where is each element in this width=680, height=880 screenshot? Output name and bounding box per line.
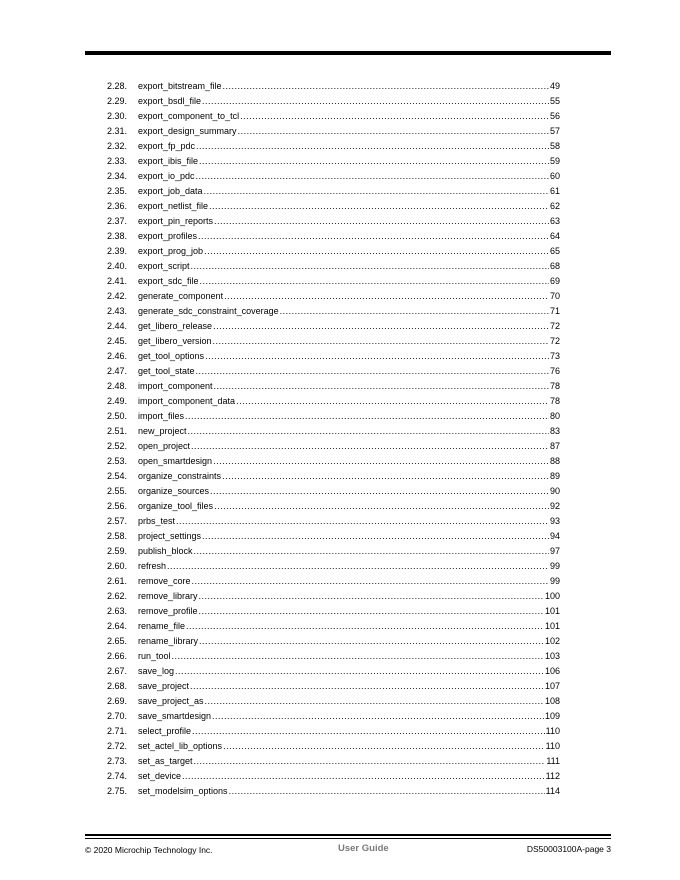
toc-entry-number: 2.28.	[107, 81, 128, 91]
toc-entry[interactable]	[107, 289, 560, 304]
toc-entry-number: 2.59.	[107, 546, 128, 556]
toc-entry-page: 89	[549, 471, 560, 481]
toc-entry[interactable]	[107, 754, 560, 769]
toc-entry[interactable]	[107, 739, 560, 754]
toc-entry-title: prbs_test	[138, 516, 176, 526]
toc-dot-leader	[190, 679, 544, 694]
toc-entry-page: 71	[549, 306, 560, 316]
toc-entry-title: remove_library	[138, 591, 198, 601]
toc-entry[interactable]	[107, 664, 560, 679]
toc-entry[interactable]	[107, 259, 560, 274]
toc-entry[interactable]	[107, 634, 560, 649]
header-rule	[85, 51, 611, 55]
toc-entry-title: remove_core	[138, 576, 191, 586]
toc-entry-number: 2.75.	[107, 786, 128, 796]
toc-entry-number: 2.72.	[107, 741, 128, 751]
toc-entry-title: rename_library	[138, 636, 199, 646]
toc-entry-title: export_fp_pdc	[138, 141, 196, 151]
toc-entry-title: project_settings	[138, 531, 202, 541]
toc-dot-leader	[196, 364, 549, 379]
toc-dot-leader	[224, 289, 549, 304]
toc-entry[interactable]	[107, 439, 560, 454]
toc-entry-number: 2.60.	[107, 561, 128, 571]
toc-entry-number: 2.36.	[107, 201, 128, 211]
toc-entry-number: 2.69.	[107, 696, 128, 706]
toc-entry[interactable]	[107, 574, 560, 589]
toc-dot-leader	[213, 454, 549, 469]
toc-entry-page: 99	[549, 561, 560, 571]
toc-dot-leader	[214, 379, 549, 394]
toc-dot-leader	[204, 244, 549, 259]
toc-entry-number: 2.29.	[107, 96, 128, 106]
toc-dot-leader	[198, 229, 549, 244]
toc-entry-number: 2.43.	[107, 306, 128, 316]
toc-entry-title: run_tool	[138, 651, 171, 661]
toc-entry-number: 2.71.	[107, 726, 128, 736]
toc-entry-number: 2.32.	[107, 141, 128, 151]
toc-entry-number: 2.63.	[107, 606, 128, 616]
toc-entry-title: export_bitstream_file	[138, 81, 222, 91]
toc-entry-number: 2.54.	[107, 471, 128, 481]
toc-entry-title: open_smartdesign	[138, 456, 213, 466]
toc-entry-page: 92	[549, 501, 560, 511]
toc-entry-number: 2.30.	[107, 111, 128, 121]
toc-entry[interactable]	[107, 649, 560, 664]
toc-entry-page: 60	[549, 171, 560, 181]
toc-entry-page: 111	[546, 756, 560, 766]
toc-dot-leader	[213, 319, 549, 334]
toc-entry-number: 2.39.	[107, 246, 128, 256]
toc-dot-leader	[210, 484, 549, 499]
toc-entry-title: get_tool_options	[138, 351, 205, 361]
toc-entry-number: 2.44.	[107, 321, 128, 331]
toc-entry-page: 83	[549, 426, 560, 436]
toc-entry-page: 87	[549, 441, 560, 451]
toc-entry[interactable]	[107, 544, 560, 559]
toc-entry-title: get_libero_version	[138, 336, 212, 346]
toc-entry-page: 110	[545, 741, 560, 751]
toc-dot-leader	[199, 589, 544, 604]
toc-dot-leader	[167, 559, 549, 574]
toc-dot-leader	[223, 739, 545, 754]
toc-dot-leader	[222, 469, 549, 484]
toc-entry-page: 64	[549, 231, 560, 241]
toc-entry-title: set_modelsim_options	[138, 786, 228, 796]
toc-entry[interactable]	[107, 124, 560, 139]
toc-dot-leader	[214, 214, 549, 229]
toc-entry-title: export_ibis_file	[138, 156, 199, 166]
toc-entry-page: 110	[545, 726, 560, 736]
toc-entry-page: 61	[549, 186, 560, 196]
toc-entry[interactable]	[107, 529, 560, 544]
toc-entry-page: 58	[549, 141, 560, 151]
toc-entry-number: 2.66.	[107, 651, 128, 661]
toc-entry-page: 93	[549, 516, 560, 526]
toc-entry-page: 73	[549, 351, 560, 361]
footer-copyright: © 2020 Microchip Technology Inc.	[85, 845, 213, 855]
toc-entry[interactable]	[107, 139, 560, 154]
toc-entry-number: 2.65.	[107, 636, 128, 646]
toc-entry-page: 106	[544, 666, 560, 676]
toc-entry-page: 109	[544, 711, 560, 721]
toc-entry[interactable]	[107, 214, 560, 229]
toc-entry-number: 2.33.	[107, 156, 128, 166]
toc-entry-page: 80	[549, 411, 560, 421]
toc-entry-page: 62	[549, 201, 560, 211]
toc-entry-title: publish_block	[138, 546, 193, 556]
toc-dot-leader	[196, 169, 549, 184]
toc-dot-leader	[191, 259, 549, 274]
toc-entry-page: 56	[549, 111, 560, 121]
toc-entry[interactable]	[107, 604, 560, 619]
toc-entry[interactable]	[107, 559, 560, 574]
footer-rule	[85, 834, 611, 836]
toc-entry[interactable]	[107, 274, 560, 289]
toc-entry-page: 88	[549, 456, 560, 466]
toc-entry-title: import_component	[138, 381, 213, 391]
toc-entry-title: export_netlist_file	[138, 201, 209, 211]
toc-dot-leader	[229, 784, 545, 799]
toc-entry[interactable]	[107, 499, 560, 514]
toc-entry-number: 2.56.	[107, 501, 128, 511]
toc-entry-page: 114	[545, 786, 560, 796]
toc-entry[interactable]	[107, 484, 560, 499]
toc-entry-page: 100	[544, 591, 560, 601]
toc-entry-page: 69	[549, 276, 560, 286]
toc-entry-title: import_component_data	[138, 396, 236, 406]
toc-dot-leader	[202, 94, 549, 109]
toc-dot-leader	[199, 604, 544, 619]
toc-entry-title: export_profiles	[138, 231, 198, 241]
toc-entry-title: export_pin_reports	[138, 216, 214, 226]
toc-entry[interactable]	[107, 514, 560, 529]
toc-entry-title: get_libero_release	[138, 321, 213, 331]
toc-dot-leader	[182, 769, 545, 784]
toc-dot-leader	[194, 544, 549, 559]
toc-entry[interactable]	[107, 724, 560, 739]
toc-dot-leader	[192, 574, 549, 589]
toc-entry-number: 2.35.	[107, 186, 128, 196]
toc-dot-leader	[214, 499, 549, 514]
toc-entry-page: 68	[549, 261, 560, 271]
table-of-contents	[107, 79, 560, 799]
toc-entry-number: 2.51.	[107, 426, 128, 436]
toc-entry[interactable]	[107, 349, 560, 364]
toc-entry-title: export_sdc_file	[138, 276, 199, 286]
toc-entry-title: generate_sdc_constraint_coverage	[138, 306, 279, 316]
toc-entry-title: export_design_summary	[138, 126, 237, 136]
toc-dot-leader	[185, 409, 549, 424]
toc-entry-title: export_component_to_tcl	[138, 111, 240, 121]
toc-entry-number: 2.58.	[107, 531, 128, 541]
toc-dot-leader	[213, 334, 549, 349]
toc-entry-page: 97	[549, 546, 560, 556]
toc-entry-title: set_actel_lib_options	[138, 741, 223, 751]
toc-entry-page: 59	[549, 156, 560, 166]
toc-entry-title: set_device	[138, 771, 182, 781]
toc-entry-title: export_bsdl_file	[138, 96, 202, 106]
toc-entry[interactable]	[107, 334, 560, 349]
toc-entry-title: refresh	[138, 561, 167, 571]
toc-dot-leader	[188, 424, 549, 439]
toc-dot-leader	[280, 304, 549, 319]
toc-entry[interactable]	[107, 169, 560, 184]
toc-entry-title: open_project	[138, 441, 191, 451]
toc-entry-number: 2.50.	[107, 411, 128, 421]
toc-entry-title: select_profile	[138, 726, 192, 736]
toc-dot-leader	[236, 394, 549, 409]
toc-entry-page: 101	[544, 606, 560, 616]
toc-entry-title: export_job_data	[138, 186, 203, 196]
toc-entry[interactable]	[107, 709, 560, 724]
toc-entry[interactable]	[107, 679, 560, 694]
toc-dot-leader	[202, 529, 549, 544]
toc-entry-page: 101	[544, 621, 560, 631]
toc-dot-leader	[175, 664, 544, 679]
toc-entry-number: 2.45.	[107, 336, 128, 346]
toc-entry-title: rename_file	[138, 621, 186, 631]
toc-entry-number: 2.41.	[107, 276, 128, 286]
toc-entry-number: 2.74.	[107, 771, 128, 781]
toc-entry-number: 2.38.	[107, 231, 128, 241]
toc-entry-page: 99	[549, 576, 560, 586]
toc-dot-leader	[205, 694, 544, 709]
toc-entry-page: 107	[544, 681, 560, 691]
toc-entry-title: organize_tool_files	[138, 501, 214, 511]
toc-dot-leader	[191, 439, 549, 454]
footer-page-id: DS50003100A-page 3	[526, 844, 611, 854]
toc-entry[interactable]	[107, 79, 560, 94]
toc-entry-page: 65	[549, 246, 560, 256]
toc-entry-number: 2.53.	[107, 456, 128, 466]
toc-entry[interactable]	[107, 784, 560, 799]
toc-entry[interactable]	[107, 619, 560, 634]
toc-entry[interactable]	[107, 304, 560, 319]
toc-entry-number: 2.67.	[107, 666, 128, 676]
toc-entry[interactable]	[107, 109, 560, 124]
toc-entry-number: 2.34.	[107, 171, 128, 181]
toc-entry[interactable]	[107, 469, 560, 484]
toc-entry-title: remove_profile	[138, 606, 198, 616]
toc-entry[interactable]	[107, 229, 560, 244]
toc-entry-number: 2.64.	[107, 621, 128, 631]
toc-entry[interactable]	[107, 199, 560, 214]
toc-entry-page: 90	[549, 486, 560, 496]
toc-entry-title: save_project	[138, 681, 190, 691]
toc-entry-title: new_project	[138, 426, 187, 436]
toc-dot-leader	[172, 649, 544, 664]
toc-entry-number: 2.40.	[107, 261, 128, 271]
toc-entry-title: set_as_target	[138, 756, 193, 766]
toc-entry[interactable]	[107, 94, 560, 109]
toc-entry-title: organize_constraints	[138, 471, 222, 481]
toc-dot-leader	[199, 154, 549, 169]
toc-entry-number: 2.46.	[107, 351, 128, 361]
toc-entry-title: save_smartdesign	[138, 711, 212, 721]
toc-entry-title: save_log	[138, 666, 175, 676]
toc-dot-leader	[192, 724, 545, 739]
toc-entry-title: export_io_pdc	[138, 171, 195, 181]
toc-entry-title: save_project_as	[138, 696, 204, 706]
toc-entry-title: import_files	[138, 411, 185, 421]
toc-entry-number: 2.49.	[107, 396, 128, 406]
toc-entry-page: 63	[549, 216, 560, 226]
toc-entry-page: 94	[549, 531, 560, 541]
toc-entry-number: 2.70.	[107, 711, 128, 721]
toc-entry-page: 72	[549, 321, 560, 331]
toc-entry[interactable]	[107, 184, 560, 199]
toc-entry-number: 2.47.	[107, 366, 128, 376]
toc-entry-number: 2.57.	[107, 516, 128, 526]
toc-entry[interactable]	[107, 154, 560, 169]
toc-dot-leader	[204, 184, 549, 199]
toc-entry-number: 2.31.	[107, 126, 128, 136]
toc-entry[interactable]	[107, 424, 560, 439]
toc-entry-number: 2.55.	[107, 486, 128, 496]
toc-entry-page: 76	[549, 366, 560, 376]
toc-entry-page: 108	[544, 696, 560, 706]
toc-dot-leader	[200, 274, 549, 289]
toc-entry[interactable]	[107, 244, 560, 259]
toc-entry-number: 2.42.	[107, 291, 128, 301]
toc-entry-page: 55	[549, 96, 560, 106]
toc-entry-number: 2.37.	[107, 216, 128, 226]
toc-dot-leader	[240, 109, 549, 124]
toc-entry-title: organize_sources	[138, 486, 210, 496]
toc-entry[interactable]	[107, 364, 560, 379]
toc-entry-page: 49	[549, 81, 560, 91]
toc-entry[interactable]	[107, 394, 560, 409]
toc-dot-leader	[205, 349, 549, 364]
toc-entry[interactable]	[107, 694, 560, 709]
toc-entry-page: 78	[549, 396, 560, 406]
toc-entry-number: 2.52.	[107, 441, 128, 451]
toc-entry[interactable]	[107, 319, 560, 334]
toc-entry-page: 70	[549, 291, 560, 301]
toc-entry[interactable]	[107, 769, 560, 784]
toc-dot-leader	[176, 514, 549, 529]
toc-entry-page: 72	[549, 336, 560, 346]
toc-entry-page: 57	[549, 126, 560, 136]
toc-entry[interactable]	[107, 454, 560, 469]
toc-dot-leader	[186, 619, 544, 634]
toc-entry-number: 2.73.	[107, 756, 128, 766]
toc-entry[interactable]	[107, 379, 560, 394]
toc-entry-number: 2.48.	[107, 381, 128, 391]
toc-dot-leader	[223, 79, 549, 94]
toc-entry-number: 2.68.	[107, 681, 128, 691]
toc-entry[interactable]	[107, 589, 560, 604]
footer-rule-thin	[85, 838, 611, 839]
toc-dot-leader	[199, 634, 544, 649]
toc-dot-leader	[196, 139, 549, 154]
toc-entry-title: export_script	[138, 261, 190, 271]
toc-entry-page: 78	[549, 381, 560, 391]
toc-dot-leader	[209, 199, 549, 214]
toc-entry-number: 2.62.	[107, 591, 128, 601]
toc-entry-title: get_tool_state	[138, 366, 195, 376]
footer-doc-type: User Guide	[338, 843, 389, 854]
toc-entry-page: 112	[545, 771, 560, 781]
toc-dot-leader	[238, 124, 549, 139]
toc-dot-leader	[212, 709, 544, 724]
toc-entry-page: 103	[544, 651, 560, 661]
toc-entry-title: generate_component	[138, 291, 224, 301]
toc-dot-leader	[194, 754, 546, 769]
toc-entry-number: 2.61.	[107, 576, 128, 586]
toc-entry-page: 102	[544, 636, 560, 646]
toc-entry[interactable]	[107, 409, 560, 424]
toc-entry-title: export_prog_job	[138, 246, 204, 256]
